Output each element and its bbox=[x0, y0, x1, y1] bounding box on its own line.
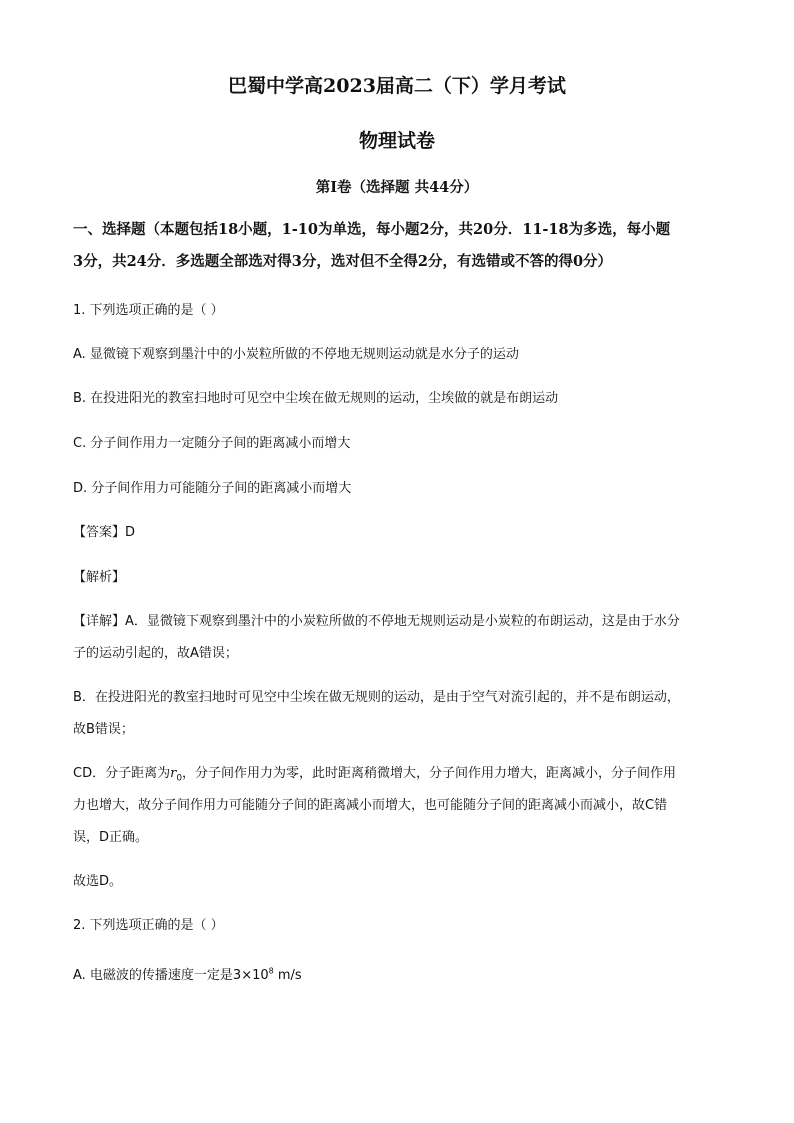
answer-tag: 【答案】 bbox=[73, 525, 126, 540]
question-2-option-a bbox=[73, 964, 723, 983]
r-variable: r bbox=[170, 766, 177, 781]
question-1-option-d: D. 分子间作用力可能随分子间的距离减小而增大 bbox=[73, 481, 352, 496]
question-1-detail-a-line-1 bbox=[73, 610, 723, 629]
subject-title: 物理试卷 bbox=[358, 130, 435, 152]
section-heading: 第Ⅰ卷（选择题 共44分） bbox=[315, 179, 479, 196]
detail-a-text: A．显微镜下观察到墨汁中的小炭粒所做的不停地无规则运动是小炭粒的布朗运动，这是由于水分 bbox=[125, 614, 680, 629]
detail-cd-text-a: CD．分子距离为 bbox=[73, 766, 171, 781]
question-1-detail-cd-line-3: 误，D正确。 bbox=[73, 830, 149, 845]
question-1-detail-cd-line-2: 力也增大，故分子间作用力可能随分子间的距离减小而增大，也可能随分子间的距离减小而减小，故C错 bbox=[73, 798, 668, 813]
question-1-stem: 1. 下列选项正确的是（ ） bbox=[73, 303, 224, 318]
detail-cd-text-b: ，分子间作用力为零，此时距离稍微增大，分子间作用力增大，距离减小，分子间作用 bbox=[182, 766, 677, 781]
q2-option-a-unit: m/s bbox=[273, 968, 302, 983]
exam-title: 巴蜀中学高2023届高二（下）学月考试 bbox=[228, 75, 566, 97]
q2-option-a-exponent: 8 bbox=[268, 966, 274, 976]
detail-tag: 【详解】 bbox=[73, 614, 126, 629]
question-1-conclusion: 故选D。 bbox=[73, 874, 123, 889]
r-subscript: 0 bbox=[176, 773, 183, 784]
question-2-stem: 2. 下列选项正确的是（ ） bbox=[73, 918, 224, 933]
q2-option-a-text: A. 电磁波的传播速度一定是3×10 bbox=[73, 968, 269, 983]
question-1-detail-b-line-1: B．在投进阳光的教室扫地时可见空中尘埃在做无规则的运动，是由于空气对流引起的，并不是布朗运动， bbox=[73, 690, 680, 705]
question-1-option-b: B. 在投进阳光的教室扫地时可见空中尘埃在做无规则的运动，尘埃做的就是布朗运动 bbox=[73, 391, 559, 406]
question-1-detail-b-line-2: 故B错误； bbox=[73, 722, 134, 737]
question-1-answer bbox=[73, 521, 723, 540]
question-1-option-c: C. 分子间作用力一定随分子间的距离减小而增大 bbox=[73, 436, 351, 451]
section-instructions-line-2: 3分，共24分．多选题全部选对得3分，选对但不全得2分，有选错或不答的得0分） bbox=[73, 253, 613, 270]
question-1-detail-cd-line-1 bbox=[73, 762, 723, 784]
question-1-option-a: A. 显微镜下观察到墨汁中的小炭粒所做的不停地无规则运动就是水分子的运动 bbox=[73, 347, 519, 362]
section-instructions-line-1: 一、选择题（本题包括18小题，1-10为单选，每小题2分，共20分．11-18为多选，每小题 bbox=[73, 221, 671, 238]
question-1-analysis-tag: 【解析】 bbox=[73, 570, 126, 585]
question-1-detail-a-line-2: 子的运动引起的，故A错误； bbox=[73, 646, 238, 661]
answer-value: D bbox=[125, 525, 136, 540]
